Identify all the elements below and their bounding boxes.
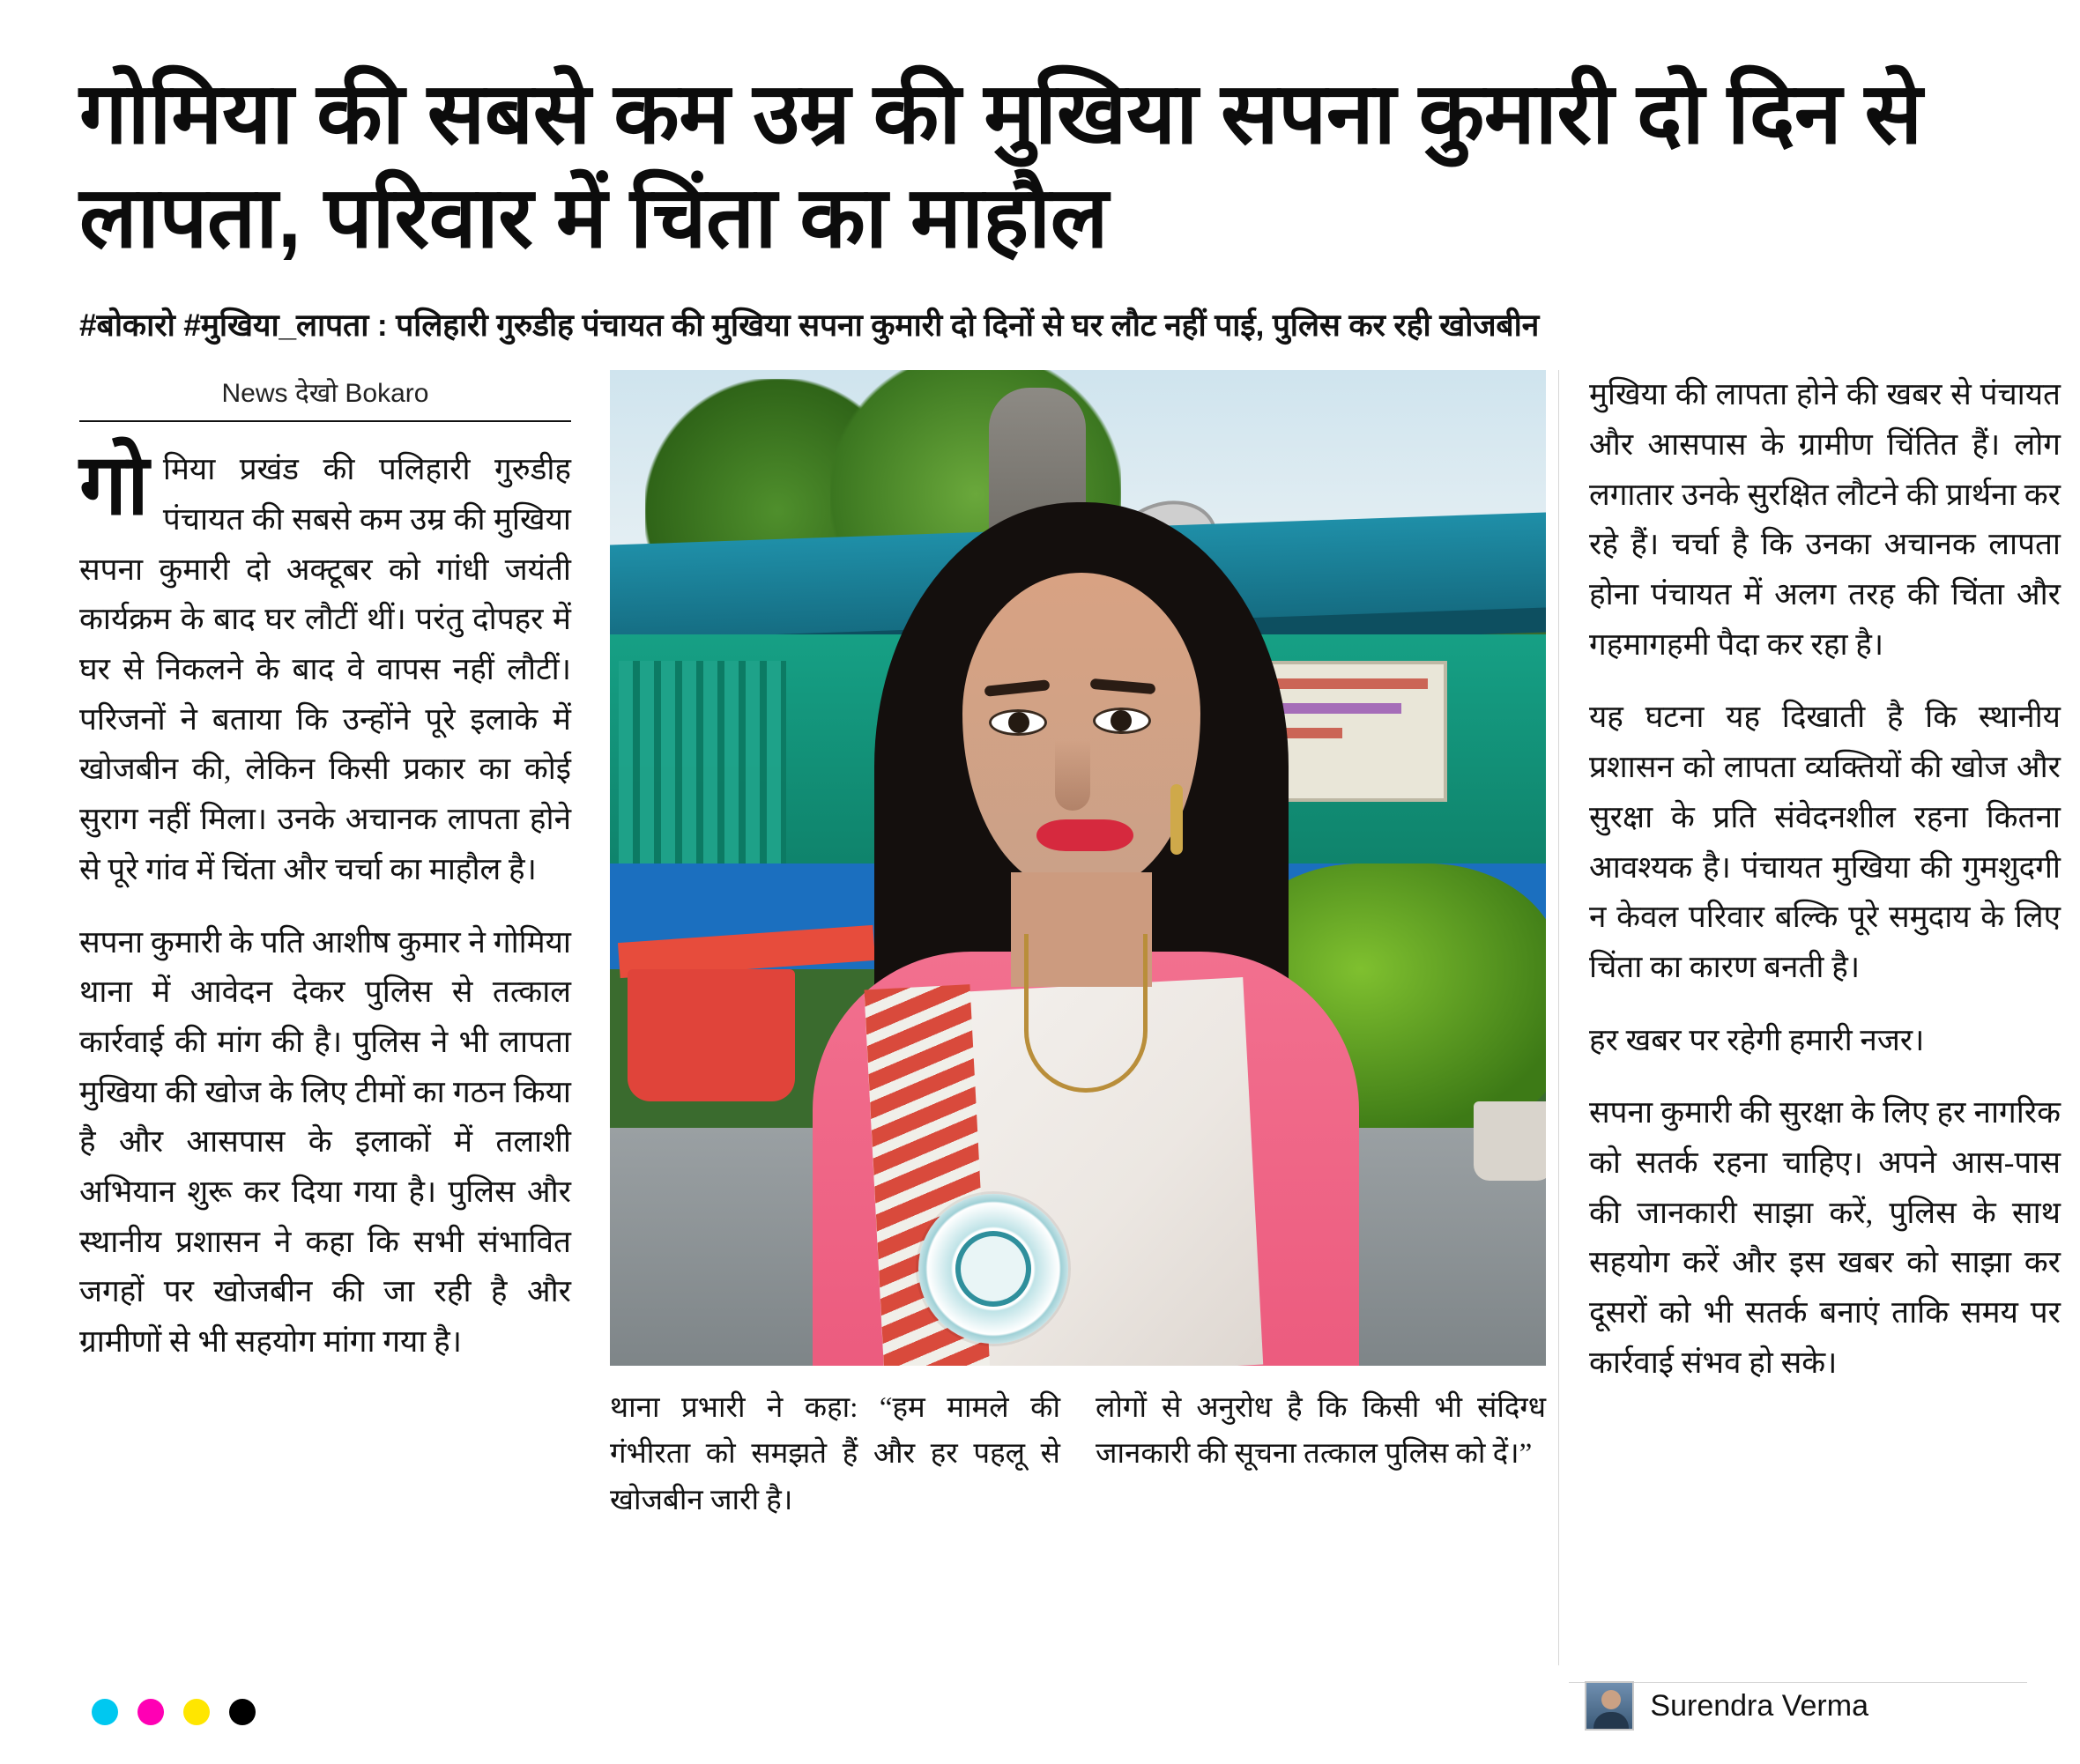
center-column <box>598 370 1558 1665</box>
byline-divider <box>79 420 571 422</box>
author-credit <box>1585 1681 1868 1731</box>
avatar <box>1585 1681 1634 1731</box>
color-dot-magenta <box>137 1699 164 1725</box>
photo-plant-pot-right <box>1474 1101 1546 1181</box>
left-paragraph-1-text: मिया प्रखंड की पलिहारी गुरुडीह पंचायत की सबसे कम उम्र की मुखिया सपना कुमारी दो अक्टूबर को गांधी जयंती कार्यक्रम के बाद घर लौटीं थीं। परंतु दोपहर में घर से निकलने के बाद वे वापस नहीं लौटीं। परिजनों ने बताया कि उन्होंने पूरे इलाके में खोजबीन की, लेकिन किसी प्रकार का कोई सुराग नहीं मिला। उनके अचानक लापता होने से पूरे गांव में चिंता और चर्चा का माहौल है। <box>79 452 571 886</box>
photo-scene <box>610 370 1546 1366</box>
left-paragraph-2: सपना कुमारी के पति आशीष कुमार ने गोमिया थाना में आवेदन देकर पुलिस से तत्काल कार्रवाई की मांग की है। पुलिस ने भी लापता मुखिया की खोज के लिए टीमों का गठन किया है और आसपास के इलाकों में तलाशी अभियान शुरू कर दिया गया है। पुलिस और स्थानीय प्रशासन ने कहा कि सभी संभावित जगहों पर खोजबीन की जा रही है और ग्रामीणों से भी सहयोग मांगा गया है। <box>79 924 571 1360</box>
photo-subject-nose <box>1055 740 1090 811</box>
article-body <box>79 370 2061 1665</box>
photo-subject-badge <box>918 1194 1068 1344</box>
photo-subject-necklace <box>1024 934 1148 1093</box>
right-paragraph-4: सपना कुमारी की सुरक्षा के लिए हर नागरिक को सतर्क रहना चाहिए। अपने आस-पास की जानकारी साझा करें, पुलिस के साथ सहयोग करें और इस खबर को साझा कर दूसरों को भी सतर्क बनाएं ताकि समय पर कार्रवाई संभव हो सके। <box>1589 1095 2061 1380</box>
photo-red-bucket <box>628 969 795 1101</box>
color-dot-cyan <box>92 1699 118 1725</box>
color-dot-black <box>229 1699 256 1725</box>
article-photo <box>610 370 1546 1366</box>
left-paragraph-1 <box>79 438 571 894</box>
left-column <box>79 370 598 1665</box>
photo-subject-earring <box>1170 784 1183 855</box>
right-column <box>1558 370 2061 1665</box>
photo-captions <box>610 1385 1546 1523</box>
subheadline: #बोकारो #मुखिया_लापता : पलिहारी गुरुडीह पंचायत की मुखिया सपना कुमारी दो दिनों से घर लौट नहीं पाई, पुलिस कर रही खोजबीन <box>79 307 1540 343</box>
color-dot-yellow <box>183 1699 210 1725</box>
right-paragraph-3: हर खबर पर रहेगी हमारी नजर। <box>1589 1022 1925 1057</box>
page-title: गोमिया की सबसे कम उम्र की मुखिया सपना कुमारी दो दिन से लापता, परिवार में चिंता का माहौल <box>79 65 1922 266</box>
page-footer <box>79 1669 2001 1731</box>
registration-color-dots <box>92 1699 256 1725</box>
byline: News देखो Bokaro <box>221 379 429 409</box>
right-paragraph-2: यह घटना यह दिखाती है कि स्थानीय प्रशासन को लापता व्यक्तियों की खोज और सुरक्षा के प्रति संवेदनशील रहना कितना आवश्यक है। पंचायत मुखिया की गुमशुदगी न केवल परिवार बल्कि पूरे समुदाय के लिए चिंता का कारण बनती है। <box>1589 700 2061 984</box>
photo-caption-2: लोगों से अनुरोध है कि किसी भी संदिग्ध जानकारी की सूचना तत्काल पुलिस को दें।” <box>1096 1392 1546 1471</box>
drop-cap: गो <box>79 438 149 533</box>
right-paragraph-1: मुखिया की लापता होने की खबर से पंचायत और आसपास के ग्रामीण चिंतित हैं। लोग लगातार उनके सुरक्षित लौटने की प्रार्थना कर रहे हैं। चर्चा है कि उनका अचानक लापता होना पंचायत में अलग तरह की चिंता और गहमागहमी पैदा कर रहा है। <box>1589 377 2061 662</box>
author-name: Surendra Verma <box>1650 1688 1868 1723</box>
photo-subject-lips <box>1036 819 1133 851</box>
photo-caption-1: थाना प्रभारी ने कहा: “हम मामले की गंभीरता को समझते हैं और हर पहलू से खोजबीन जारी है। <box>610 1392 1060 1516</box>
